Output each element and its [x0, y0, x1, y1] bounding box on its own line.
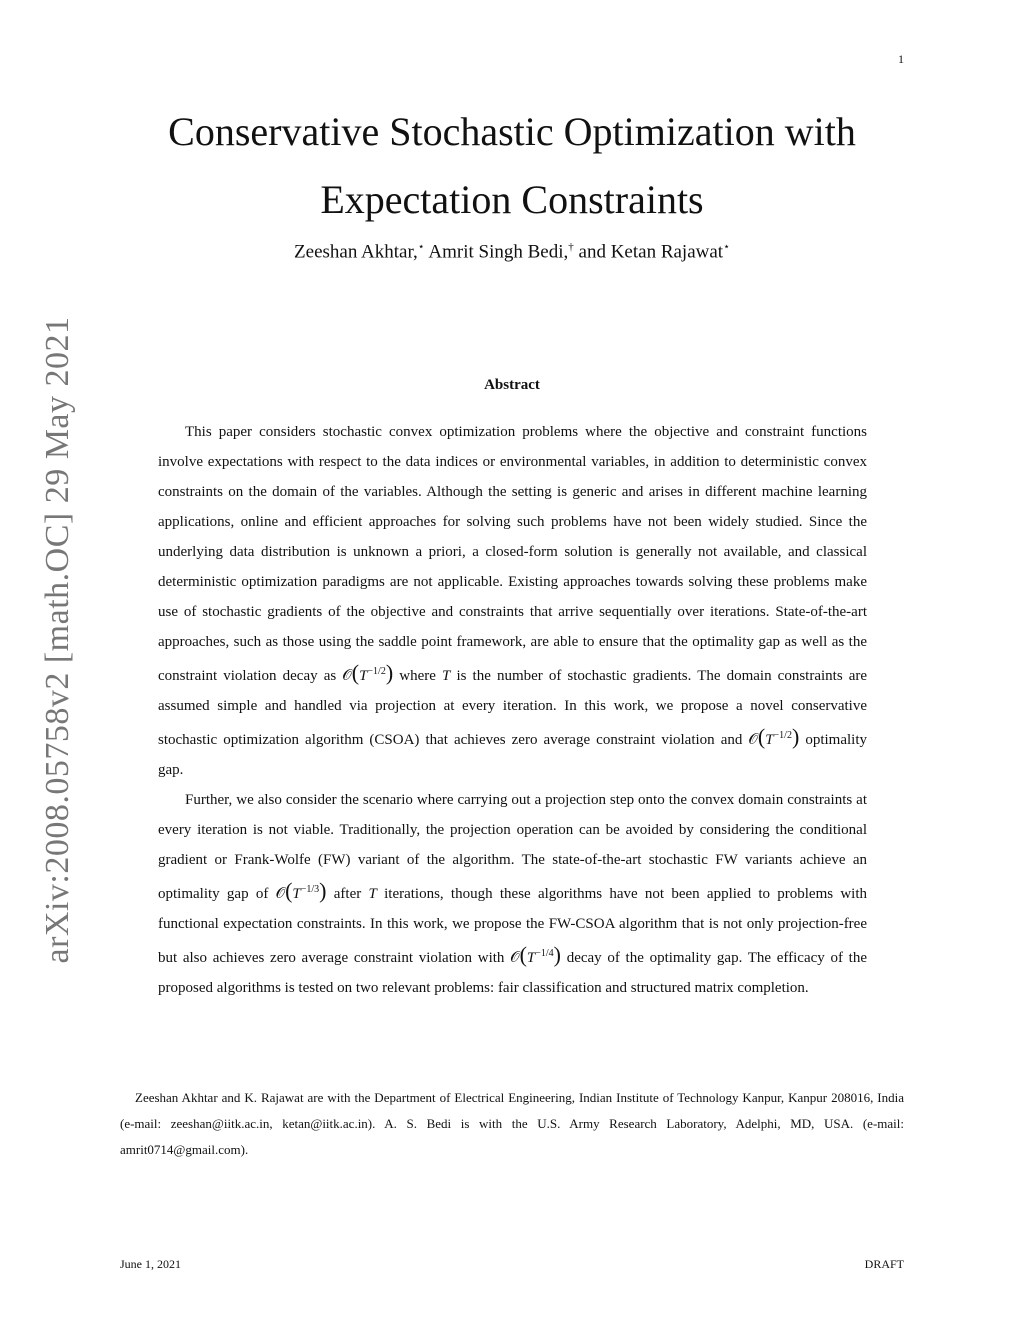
abstract-paragraph-1	[158, 417, 867, 785]
author-akhtar: Zeeshan Akhtar,	[294, 241, 418, 263]
author-bedi: Amrit Singh Bedi,	[428, 241, 569, 263]
abstract-heading: Abstract	[484, 377, 540, 393]
abstract-p2-text-a: Further, we also consider the scenario where carrying out a projection step onto the convex domain constraints at every iteration is not viable. Traditionally, the projection operation can be avoided by considering the conditional gradient or Frank-Wolfe (FW) variant of the algorithm. The state-of-the-art stochastic FW variants achieve an optimality gap of	[158, 792, 867, 902]
page-number: 1	[898, 52, 904, 66]
author-mark-3: ⋆	[723, 241, 730, 253]
abstract-p2-text-b: after	[333, 886, 362, 902]
variable-t: T	[442, 668, 451, 684]
paper-title	[120, 98, 904, 234]
abstract-p2-text-d: decay of the optimality gap. The efficacy of the proposed algorithms is tested on two relevant problems: fair classification and structured matrix completion.	[158, 950, 867, 996]
big-o-symbol: 𝒪	[275, 886, 286, 902]
variable-t: T	[765, 732, 774, 748]
exponent-half: −1/2	[773, 730, 792, 741]
affiliation-footnote	[120, 1085, 904, 1163]
variable-t: T	[292, 886, 301, 902]
author-rajawat: and Ketan Rajawat	[578, 241, 724, 263]
variable-t: T	[526, 950, 536, 966]
exponent-half: −1/2	[367, 666, 386, 677]
variable-t: T	[359, 668, 368, 684]
variable-t: T	[368, 886, 377, 902]
big-o-symbol: 𝒪	[748, 732, 758, 748]
big-o-rate-third: $𝒪(T^{-1/3})$	[275, 878, 327, 903]
abstract-p1-text-d: optimality gap.	[158, 732, 868, 778]
footer-draft-label: DRAFT	[864, 1257, 904, 1271]
author-mark-1: ⋆	[417, 241, 425, 253]
footnote-text: Zeeshan Akhtar and K. Rajawat are with the Department of Electrical Engineering, Indian Institute of Technology Kanpur, Kanpur 208016, India (e-mail: zeeshan@iitk.ac.in, ketan@iitk.ac.in). A. S. Bedi is with the U.S. Army Research Laboratory, Adelphi, MD, USA. (e-mail: amrit0714@gmail.com).	[120, 1090, 904, 1157]
exponent-quarter: −1/4	[535, 948, 554, 959]
author-list	[120, 240, 904, 263]
big-o-rate-half: $𝒪(T^{-1/2})$	[748, 724, 800, 749]
author-mark-2: †	[568, 241, 574, 253]
abstract-p2-text-c: iterations, though these algorithms have not been applied to problems with functional expectation constraints. In this work, we propose the FW-CSOA algorithm that is not only projection-free but also achieves zero average constraint violation with	[158, 886, 868, 966]
title-line-1: Conservative Stochastic Optimization with	[168, 109, 856, 154]
title-line-2: Expectation Constraints	[320, 177, 704, 222]
big-o-symbol: 𝒪	[510, 950, 520, 966]
arxiv-identifier-stamp: arXiv:2008.05758v2 [math.OC] 29 May 2021	[39, 316, 76, 964]
footer-date: June 1, 2021	[120, 1257, 181, 1271]
big-o-symbol: 𝒪	[342, 668, 352, 684]
abstract-paragraph-2	[158, 785, 867, 1003]
exponent-third: −1/3	[300, 884, 320, 895]
abstract-p1-text-c: is the number of stochastic gradients. The domain constraints are assumed simple and handled via projection at every iteration. In this work, we propose a novel conservative stochastic optimization algorithm (CSOA) that achieves zero average constraint violation and	[158, 668, 868, 748]
abstract-p1-text-b: where	[399, 668, 436, 684]
big-o-rate-half: $𝒪(T^{-1/2})$	[342, 660, 394, 685]
abstract-p1-text-a: This paper considers stochastic convex optimization problems where the objective and constraint functions involve expectations with respect to the data indices or environmental variables, in addition to deterministic convex constraints on the domain of the variables. Although the setting is generic and arises in different machine learning applications, online and efficient approaches for solving such problems have not been widely studied. Since the underlying data distribution is unknown a priori, a closed-form solution is generally not available, and classical deterministic optimization paradigms are not applicable. Existing approaches towards solving these problems make use of stochastic gradients of the objective and constraints that arrive sequentially over iterations. State-of-the-art approaches, such as those using the saddle point framework, are able to ensure that the optimality gap as well as the constraint violation decay as	[158, 424, 867, 684]
big-o-rate-quarter: $𝒪(T^{-1/4})$	[510, 942, 561, 967]
abstract-body	[158, 417, 867, 1003]
